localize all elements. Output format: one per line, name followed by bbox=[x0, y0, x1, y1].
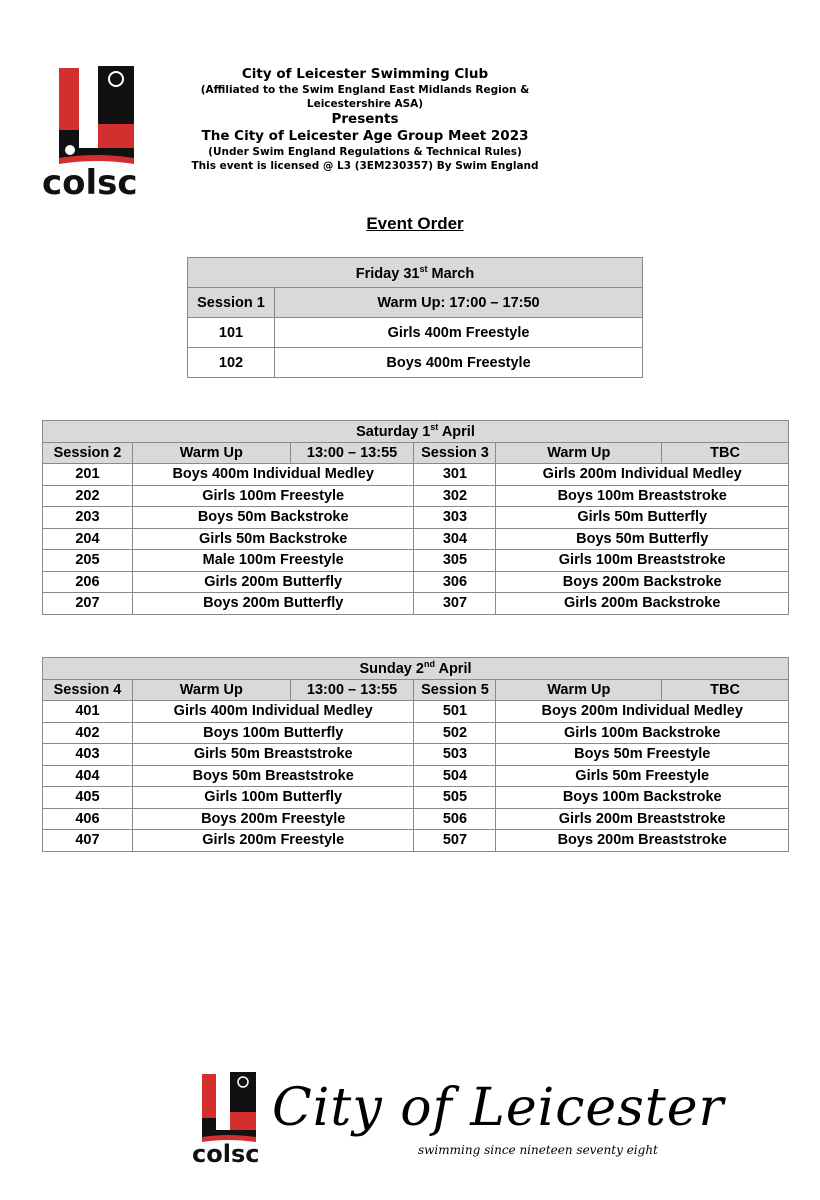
header bbox=[160, 66, 570, 173]
event-number: 305 bbox=[414, 550, 496, 572]
event-name: Boys 200m Individual Medley bbox=[496, 701, 789, 723]
presents: Presents bbox=[331, 111, 399, 127]
event-number: 506 bbox=[414, 808, 496, 830]
session-label: Session 5 bbox=[414, 679, 496, 701]
warmup-time: Warm Up: 17:00 – 17:50 bbox=[275, 288, 643, 318]
regulations: (Under Swim England Regulations & Technical Rules) bbox=[208, 146, 522, 158]
sunday-date: Sunday 2nd April bbox=[43, 658, 789, 680]
event-name: Boys 50m Freestyle bbox=[496, 744, 789, 766]
event-number: 507 bbox=[414, 830, 496, 852]
table-row bbox=[43, 507, 789, 529]
table-row bbox=[43, 830, 789, 852]
event-number: 205 bbox=[43, 550, 133, 572]
event-name: Boys 200m Backstroke bbox=[496, 571, 789, 593]
event-number: 501 bbox=[414, 701, 496, 723]
saturday-table bbox=[42, 420, 789, 615]
event-number: 404 bbox=[43, 765, 133, 787]
event-name: Male 100m Freestyle bbox=[132, 550, 414, 572]
event-name: Boys 400m Freestyle bbox=[275, 348, 643, 378]
footer-tagline: swimming since nineteen seventy eight bbox=[418, 1143, 658, 1157]
table-row bbox=[43, 485, 789, 507]
event-number: 406 bbox=[43, 808, 133, 830]
event-name: Girls 50m Breaststroke bbox=[132, 744, 414, 766]
event-number: 303 bbox=[414, 507, 496, 529]
meet-name: The City of Leicester Age Group Meet 2023 bbox=[201, 128, 529, 144]
event-number: 203 bbox=[43, 507, 133, 529]
table-row bbox=[188, 318, 643, 348]
table-row bbox=[43, 787, 789, 809]
friday-table bbox=[187, 257, 643, 378]
event-number: 306 bbox=[414, 571, 496, 593]
table-row bbox=[188, 348, 643, 378]
event-number: 201 bbox=[43, 464, 133, 486]
event-number: 405 bbox=[43, 787, 133, 809]
affiliation: (Affiliated to the Swim England East Midlands Region & Leicestershire ASA) bbox=[200, 84, 530, 110]
warmup-time: 13:00 – 13:55 bbox=[290, 679, 414, 701]
event-name: Girls 400m Freestyle bbox=[275, 318, 643, 348]
warmup-label: Warm Up bbox=[132, 442, 290, 464]
event-name: Boys 100m Breaststroke bbox=[496, 485, 789, 507]
event-name: Boys 200m Breaststroke bbox=[496, 830, 789, 852]
event-number: 101 bbox=[188, 318, 275, 348]
event-number: 102 bbox=[188, 348, 275, 378]
event-number: 403 bbox=[43, 744, 133, 766]
page-title: Event Order bbox=[366, 214, 464, 233]
colsc-footer-logo-icon bbox=[190, 1072, 270, 1166]
warmup-label: Warm Up bbox=[496, 442, 662, 464]
session-label: Session 4 bbox=[43, 679, 133, 701]
event-number: 401 bbox=[43, 701, 133, 723]
warmup-time: TBC bbox=[662, 442, 789, 464]
warmup-label: Warm Up bbox=[132, 679, 290, 701]
warmup-label: Warm Up bbox=[496, 679, 662, 701]
event-name: Girls 100m Butterfly bbox=[132, 787, 414, 809]
colsc-logo-icon bbox=[40, 66, 152, 201]
warmup-time: 13:00 – 13:55 bbox=[290, 442, 414, 464]
event-number: 304 bbox=[414, 528, 496, 550]
sunday-table bbox=[42, 657, 789, 852]
event-number: 504 bbox=[414, 765, 496, 787]
event-name: Boys 100m Backstroke bbox=[496, 787, 789, 809]
event-number: 502 bbox=[414, 722, 496, 744]
svg-text:colsc: colsc bbox=[192, 1140, 260, 1166]
event-name: Girls 400m Individual Medley bbox=[132, 701, 414, 723]
event-name: Boys 100m Butterfly bbox=[132, 722, 414, 744]
event-number: 307 bbox=[414, 593, 496, 615]
saturday-date: Saturday 1st April bbox=[43, 421, 789, 443]
footer-script-title: City of Leicester bbox=[272, 1078, 725, 1138]
event-name: Boys 200m Freestyle bbox=[132, 808, 414, 830]
table-row bbox=[43, 550, 789, 572]
warmup-time: TBC bbox=[662, 679, 789, 701]
table-row bbox=[43, 744, 789, 766]
session-label: Session 2 bbox=[43, 442, 133, 464]
svg-text:colsc: colsc bbox=[42, 163, 138, 201]
event-name: Girls 200m Freestyle bbox=[132, 830, 414, 852]
event-number: 206 bbox=[43, 571, 133, 593]
licence: This event is licensed @ L3 (3EM230357) By Swim England bbox=[191, 160, 539, 172]
table-row bbox=[43, 722, 789, 744]
event-name: Girls 200m Butterfly bbox=[132, 571, 414, 593]
event-name: Girls 200m Backstroke bbox=[496, 593, 789, 615]
event-name: Boys 400m Individual Medley bbox=[132, 464, 414, 486]
event-name: Girls 50m Butterfly bbox=[496, 507, 789, 529]
event-number: 207 bbox=[43, 593, 133, 615]
table-row bbox=[43, 571, 789, 593]
event-name: Girls 50m Backstroke bbox=[132, 528, 414, 550]
club-name: City of Leicester Swimming Club bbox=[241, 66, 489, 82]
event-name: Boys 50m Butterfly bbox=[496, 528, 789, 550]
event-number: 407 bbox=[43, 830, 133, 852]
event-name: Girls 100m Breaststroke bbox=[496, 550, 789, 572]
session-label: Session 1 bbox=[188, 288, 275, 318]
event-number: 402 bbox=[43, 722, 133, 744]
event-number: 503 bbox=[414, 744, 496, 766]
event-name: Girls 100m Backstroke bbox=[496, 722, 789, 744]
event-name: Boys 200m Butterfly bbox=[132, 593, 414, 615]
event-number: 505 bbox=[414, 787, 496, 809]
session-label: Session 3 bbox=[414, 442, 496, 464]
event-name: Boys 50m Backstroke bbox=[132, 507, 414, 529]
table-row bbox=[43, 701, 789, 723]
table-row bbox=[43, 808, 789, 830]
event-number: 302 bbox=[414, 485, 496, 507]
event-name: Girls 100m Freestyle bbox=[132, 485, 414, 507]
event-name: Boys 50m Breaststroke bbox=[132, 765, 414, 787]
table-row bbox=[43, 765, 789, 787]
event-number: 202 bbox=[43, 485, 133, 507]
event-name: Girls 50m Freestyle bbox=[496, 765, 789, 787]
table-row bbox=[43, 528, 789, 550]
event-name: Girls 200m Individual Medley bbox=[496, 464, 789, 486]
event-number: 301 bbox=[414, 464, 496, 486]
event-number: 204 bbox=[43, 528, 133, 550]
event-name: Girls 200m Breaststroke bbox=[496, 808, 789, 830]
table-row bbox=[43, 593, 789, 615]
table-row bbox=[43, 464, 789, 486]
friday-date: Friday 31st March bbox=[188, 258, 643, 288]
